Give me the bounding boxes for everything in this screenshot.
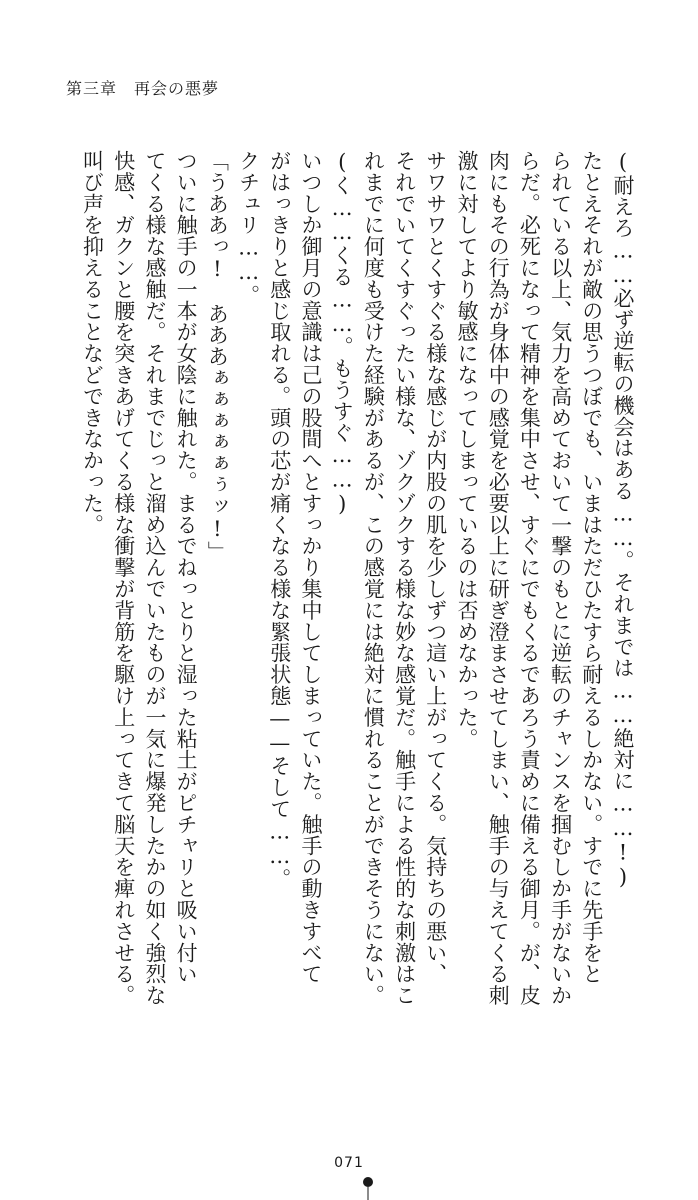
text-line: れまでに何度も受けた経験があるが、この感覚には絶対に慣れることができそうにない。 <box>361 150 386 1006</box>
text-line: てくる様な感触だ。それまでじっと溜め込んでいたものが一気に爆発したかの如く強烈な <box>142 150 167 1006</box>
body-text <box>60 150 638 1050</box>
text-line: (耐えろ……必ず逆転の機会はある……。それまでは……絶対に……!) <box>611 150 635 890</box>
text-line: 「うああっ! あああぁぁぁぁぁぅッ!」 <box>205 150 230 563</box>
text-line: サワサワとくすぐる様な感じが内股の肌を少しずつ這い上がってくる。気持ちの悪い、 <box>423 150 448 985</box>
text-line: 快感、ガクンと腰を突きあげてくる様な衝撃が背筋を駆け上ってきて脳天を痺れさせる。 <box>111 150 136 1006</box>
text-line: らだ。必死になって精神を集中させ、すぐにでもくるであろう責めに備える御月。が、皮 <box>517 150 542 1006</box>
text-line: それでいてくすぐったい様な、ゾクゾクする様な妙な感覚だ。触手による性的な刺激はこ <box>392 150 417 1006</box>
text-line: (く……くる……。もうすぐ……) <box>330 150 355 517</box>
text-line: たとえそれが敵の思うつぼでも、いまはただひたすら耐えるしかない。すでに先手をと <box>579 150 604 985</box>
text-line: 叫び声を抑えることなどできなかった。 <box>80 150 105 536</box>
text-line: クチュリ……。 <box>236 150 261 306</box>
text-line: ついに触手の一本が女陰に触れた。まるでねっとりと湿った粘土がピチャリと吸い付い <box>174 150 199 985</box>
text-line: いつしか御月の意識は己の股間へとすっかり集中してしまっていた。触手の動きすべて <box>298 150 323 985</box>
text-line: がはっきりと感じ取れる。頭の芯が痛くなる様な緊張状態——そして……。 <box>267 150 292 890</box>
text-line: られている以上、気力を高めておいて一撃のもとに逆転のチャンスを掴むしか手がないか <box>548 150 573 1006</box>
page-marker-icon <box>362 1176 374 1200</box>
chapter-header: 第三章 再会の悪夢 <box>66 79 220 98</box>
text-line: 肉にもその行為が身体中の感覚を必要以上に研ぎ澄まさせてしまい、触手の与えてくる刺 <box>486 150 511 1006</box>
text-line: 激に対してより敏感になってしまっているのは否めなかった。 <box>454 150 479 750</box>
page-number: 071 <box>334 1155 364 1171</box>
